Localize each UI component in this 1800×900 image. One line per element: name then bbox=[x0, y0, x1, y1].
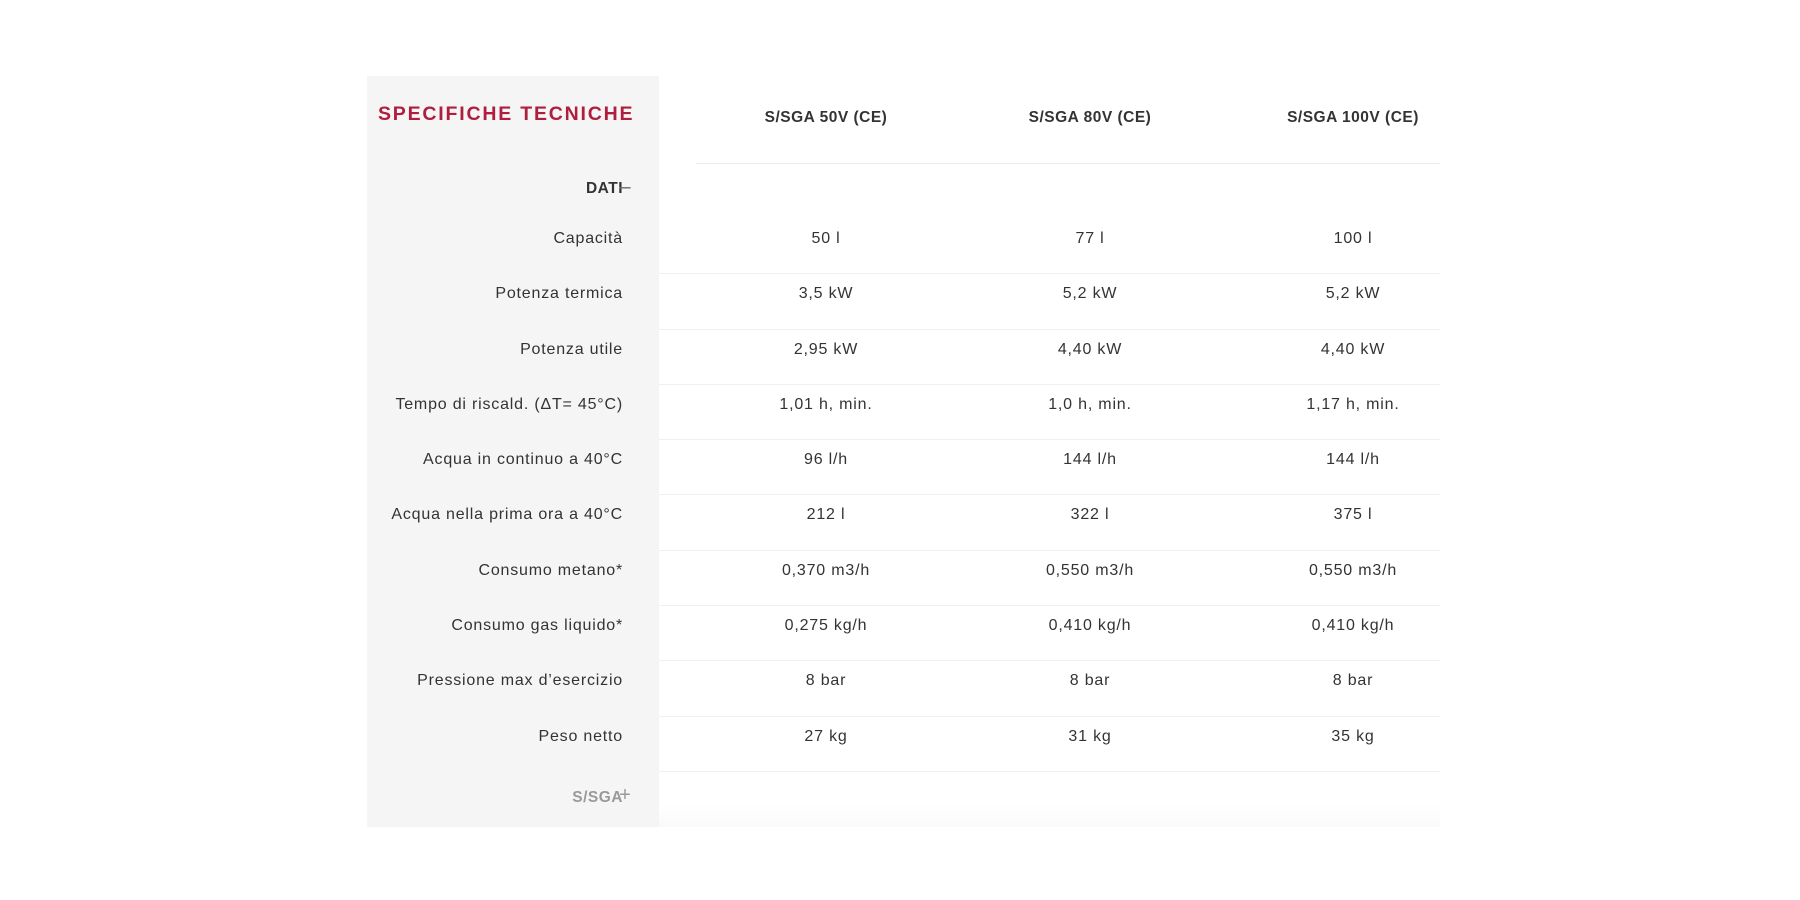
table-cell: 50 l bbox=[811, 230, 841, 247]
row-label: Acqua nella prima ora a 40°C bbox=[391, 506, 623, 524]
table-cell: 4,40 kW bbox=[1057, 340, 1123, 358]
table-cell: 35 kg bbox=[1331, 727, 1375, 745]
table-cell: 3,5 kW bbox=[798, 285, 854, 303]
table-row bbox=[367, 495, 1440, 550]
table-cell: 0,410 kg/h bbox=[1311, 617, 1395, 635]
expand-icon[interactable]: + bbox=[619, 784, 631, 806]
section-title: SPECIFICHE TECNICHE bbox=[378, 103, 635, 125]
table-cell: 2,95 kW bbox=[793, 340, 859, 358]
spec-table bbox=[367, 76, 1440, 827]
row-label: Potenza utile bbox=[520, 340, 623, 358]
table-cell: 100 l bbox=[1333, 230, 1373, 247]
row-label: Capacità bbox=[553, 230, 623, 247]
table-row bbox=[367, 440, 1440, 495]
table-cell: 144 l/h bbox=[1326, 451, 1380, 469]
table-cell: 212 l bbox=[806, 506, 846, 524]
table-cell: 0,550 m3/h bbox=[1045, 561, 1135, 579]
row-label: Consumo metano* bbox=[478, 561, 623, 579]
row-label: Potenza termica bbox=[495, 285, 623, 303]
row-label: Tempo di riscald. (ΔT= 45°C) bbox=[395, 395, 623, 413]
table-row bbox=[367, 274, 1440, 329]
table-cell: 1,01 h, min. bbox=[779, 395, 873, 413]
table-cell: 8 bar bbox=[1069, 672, 1111, 690]
column-header-100v: S/SGA 100V (CE) bbox=[1287, 109, 1419, 126]
table-cell: 0,550 m3/h bbox=[1308, 561, 1398, 579]
table-row bbox=[367, 219, 1440, 274]
table-cell: 8 bar bbox=[805, 672, 847, 690]
table-cell: 1,0 h, min. bbox=[1048, 395, 1132, 413]
row-label: Peso netto bbox=[538, 727, 623, 745]
table-cell: 0,410 kg/h bbox=[1048, 617, 1132, 635]
table-cell: 322 l bbox=[1070, 506, 1110, 524]
group-header-ssga[interactable]: S/SGA bbox=[572, 789, 623, 806]
table-cell: 27 kg bbox=[804, 727, 848, 745]
table-row bbox=[367, 661, 1440, 716]
table-row bbox=[367, 606, 1440, 661]
row-divider bbox=[659, 771, 1440, 772]
row-label: Acqua in continuo a 40°C bbox=[423, 451, 623, 469]
table-cell: 31 kg bbox=[1068, 727, 1112, 745]
table-cell: 375 l bbox=[1333, 506, 1373, 524]
table-row bbox=[367, 551, 1440, 606]
table-cell: 96 l/h bbox=[804, 451, 848, 469]
row-label: Consumo gas liquido* bbox=[451, 617, 623, 635]
table-cell: 8 bar bbox=[1332, 672, 1374, 690]
table-row bbox=[367, 385, 1440, 440]
group-header-dati[interactable]: DATI bbox=[585, 180, 623, 197]
table-cell: 77 l bbox=[1075, 230, 1105, 247]
bottom-fade bbox=[659, 802, 1440, 827]
spec-rows bbox=[367, 219, 1440, 772]
table-row bbox=[367, 717, 1440, 772]
column-header-80v: S/SGA 80V (CE) bbox=[1028, 109, 1152, 126]
table-cell: 1,17 h, min. bbox=[1306, 395, 1400, 413]
table-cell: 144 l/h bbox=[1063, 451, 1117, 469]
table-cell: 4,40 kW bbox=[1320, 340, 1386, 358]
table-cell: 5,2 kW bbox=[1325, 285, 1381, 303]
table-cell: 0,275 kg/h bbox=[784, 617, 868, 635]
collapse-icon[interactable]: – bbox=[619, 176, 631, 198]
table-cell: 5,2 kW bbox=[1062, 285, 1118, 303]
table-cell: 0,370 m3/h bbox=[781, 561, 871, 579]
header-divider bbox=[696, 163, 1440, 164]
row-label: Pressione max d’esercizio bbox=[417, 672, 623, 690]
column-header-50v: S/SGA 50V (CE) bbox=[764, 109, 888, 126]
table-row bbox=[367, 330, 1440, 385]
